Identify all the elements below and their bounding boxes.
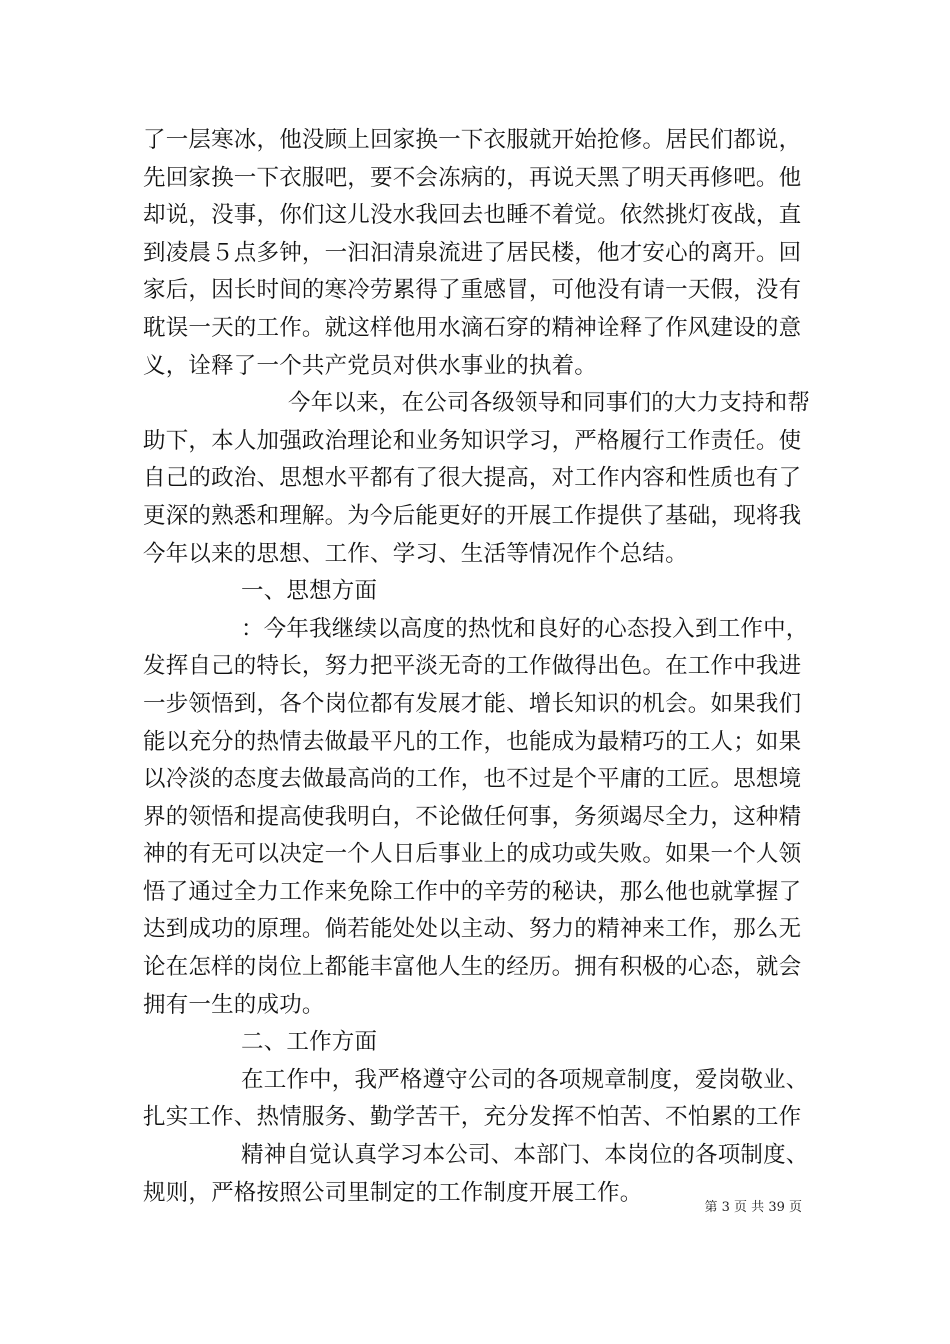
- text-line: 以冷淡的态度去做最高尚的工作，也不过是个平庸的工匠。思想境: [143, 766, 802, 793]
- page-number-footer: 第 3 页 共 39 页: [704, 1200, 802, 1215]
- text-line: 在工作中，我严格遵守公司的各项规章制度，爱岗敬业、: [241, 1066, 809, 1093]
- text-line: 今年以来，在公司各级领导和同事们的大力支持和帮: [288, 390, 811, 417]
- paragraph-3: [143, 611, 813, 1025]
- text-line: 先回家换一下衣服吧，要不会冻病的，再说天黑了明天再修吧。他: [143, 164, 802, 191]
- text-line: 拥有一生的成功。: [143, 991, 325, 1018]
- text-line: 悟了通过全力工作来免除工作中的辛劳的秘诀，那么他也就掌握了: [143, 878, 802, 905]
- text-line: ：今年我继续以高度的热忱和良好的心态投入到工作中，: [241, 615, 809, 642]
- text-line: 能以充分的热情去做最平凡的工作，也能成为最精巧的工人；如果: [143, 728, 802, 755]
- text-line: 助下，本人加强政治理论和业务知识学习，严格履行工作责任。使: [143, 427, 802, 454]
- paragraph-1: [143, 122, 813, 385]
- text-line: 了一层寒冰，他没顾上回家换一下衣服就开始抢修。居民们都说，: [143, 127, 802, 153]
- text-line: 一步领悟到，各个岗位都有发展才能、增长知识的机会。如果我们: [143, 690, 802, 717]
- text-line: 今年以来的思想、工作、学习、生活等情况作个总结。: [143, 540, 688, 567]
- text-line: 达到成功的原理。倘若能处处以主动、努力的精神来工作，那么无: [143, 916, 802, 943]
- text-line: 论在怎样的岗位上都能丰富他人生的经历。拥有积极的心态，就会: [143, 954, 802, 981]
- paragraph-2: [143, 385, 813, 573]
- text-line: 自己的政治、思想水平都有了很大提高，对工作内容和性质也有了: [143, 465, 802, 492]
- text-line: 更深的熟悉和理解。为今后能更好的开展工作提供了基础，现将我: [143, 502, 802, 529]
- text-line: 精神自觉认真学习本公司、本部门、本岗位的各项制度、: [241, 1142, 809, 1169]
- text-line: 家后，因长时间的寒冷劳累得了重感冒，可他没有请一天假，没有: [143, 277, 802, 304]
- text-line: 耽误一天的工作。就这样他用水滴石穿的精神诠释了作风建设的意: [143, 314, 802, 341]
- body-text: [143, 122, 813, 1212]
- section-heading-thought: 一、思想方面: [241, 578, 378, 605]
- text-line: 规则，严格按照公司里制定的工作制度开展工作。: [143, 1179, 643, 1206]
- text-line: 神的有无可以决定一个人日后事业上的成功或失败。如果一个人领: [143, 841, 802, 868]
- text-line: 界的领悟和提高使我明白，不论做任何事，务须竭尽全力，这种精: [143, 803, 802, 830]
- paragraph-4: [143, 1062, 813, 1137]
- section-heading-work: 二、工作方面: [241, 1029, 378, 1056]
- text-line: 发挥自己的特长，努力把平淡无奇的工作做得出色。在工作中我进: [143, 653, 802, 680]
- text-line: 却说，没事，你们这儿没水我回去也睡不着觉。依然挑灯夜战，直: [143, 202, 802, 229]
- text-line: 扎实工作、热情服务、勤学苦干，充分发挥不怕苦、不怕累的工作: [143, 1104, 802, 1131]
- text-line: 到凌晨５点多钟，一汩汩清泉流进了居民楼，他才安心的离开。回: [143, 239, 802, 266]
- text-line: 义，诠释了一个共产党员对供水事业的执着。: [143, 352, 598, 379]
